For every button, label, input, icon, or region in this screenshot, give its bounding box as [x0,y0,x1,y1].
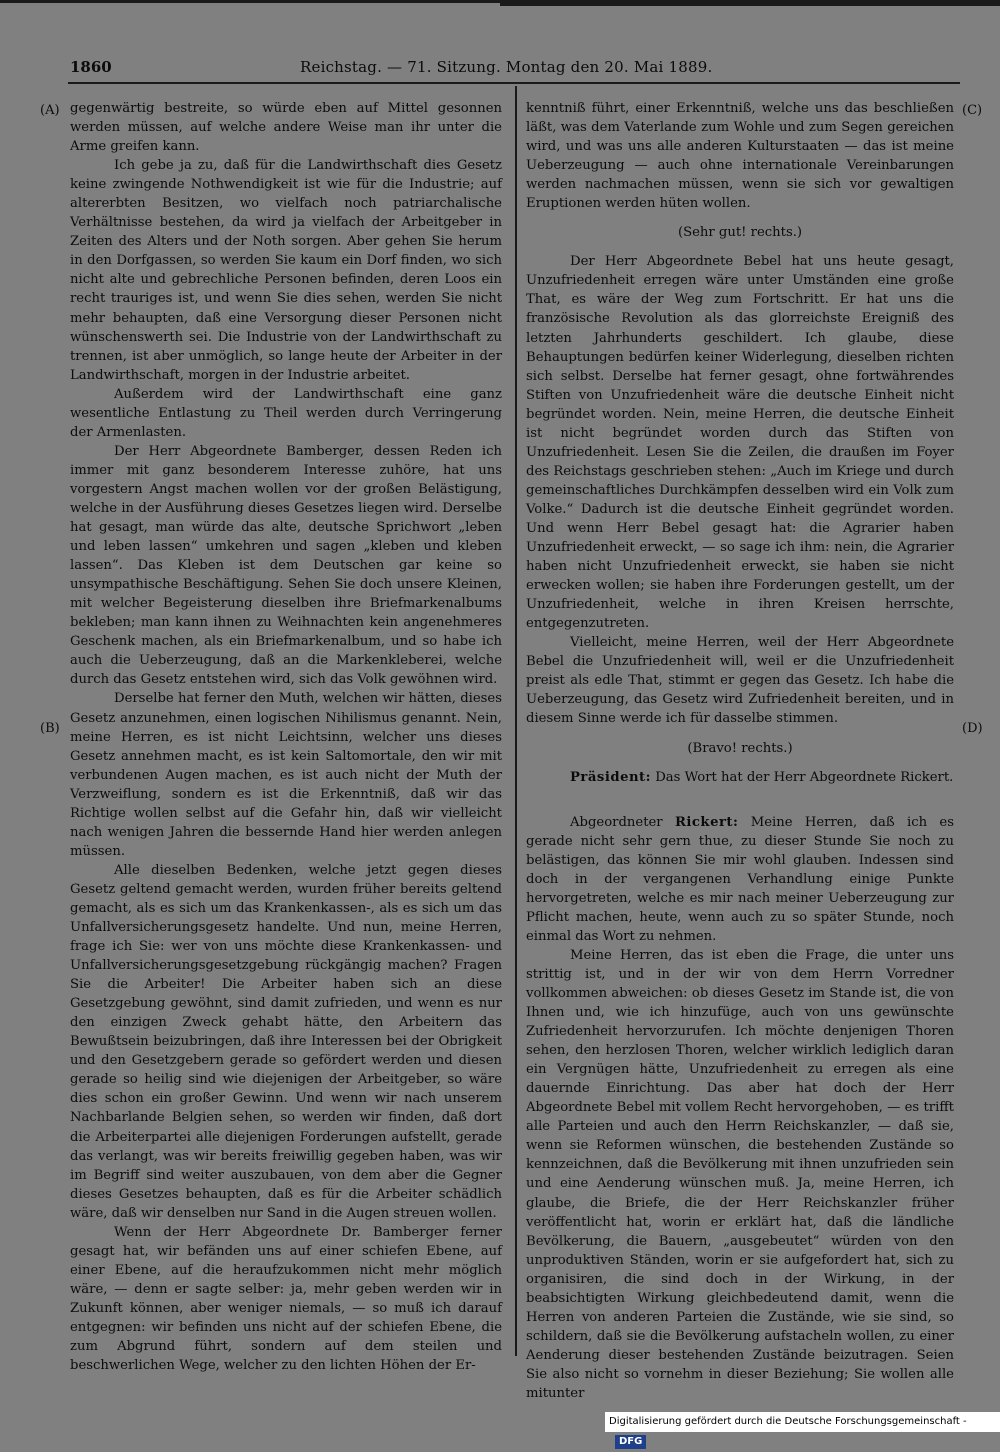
paragraph: Der Herr Abgeordnete Bamberger, dessen Reden ich immer mit ganz besonderem Interesse zuhöre, hat uns vorgestern Angst machen wollen vor der großen Belästigung, welche in der Ausführung dieses Gesetzes liegen wird. Derselbe hat gesagt, man würde das alte, deutsche Sprichwort „leben und leben lassen“ umkehren und sagen „kleben und kleben lassen“. Das Kleben ist dem Deutschen gar keine so unsympathische Beschäftigung. Sehen Sie doch unsere Kleinen, mit welcher Begeisterung dieselben ihre Briefmarkenalbums bekleben; man kann ihnen zu Weihnachten kein angenehmeres Geschenk machen, als ein Briefmarkenalbum, und so habe ich auch die Ueberzeugung, daß an die Markenkleberei, welche durch das Gesetz entstehen wird, sich das Volk gewöhnen wird. [70,443,502,688]
speaker-paragraph [526,813,954,946]
president-statement [526,768,954,787]
margin-marker-b: (B) [40,721,60,736]
paragraph: Außerdem wird der Landwirthschaft eine ganz wesentliche Entlastung zu Theil werden durch Verringerung der Armenlasten. [70,386,502,440]
paragraph: Wenn der Herr Abgeordnete Dr. Bamberger ferner gesagt hat, wir befänden uns auf einer schiefen Ebene, auf einer Ebene, auf die heraufzukommen nicht mehr möglich wäre, — denn er sagte selber: ja, mehr geben werden wir in Zukunft können, aber weniger niemals, — so muß ich darauf entgegnen: wir befinden uns nicht auf der schiefen Ebene, die zum Abgrund führt, sondern auf dem steilen und beschwerlichen Wege, welcher zu den lichten Höhen der Er- [70,1224,502,1374]
speaker-intro: Abgeordneter [570,814,663,830]
dfg-logo: DFG [615,1435,646,1449]
applause-note: (Sehr gut! rechts.) [677,225,803,241]
top-border-thick [500,0,1000,6]
paragraph: Alle dieselben Bedenken, welche jetzt gegen dieses Gesetz geltend gemacht werden, wurden früher bereits geltend gemacht, als es sich um das Krankenkassen-, als es sich um das Unfallversicherungsgesetz handelte. Und nun, meine Herren, frage ich Sie: wer von uns möchte diese Krankenkassen- und Unfallversicherungsgesetzgebung rückgängig machen? Fragen Sie die Arbeiter! Die Arbeiter haben sich an diese Gesetzgebung gewöhnt, sind damit zufrieden, und wenn es nur den einzigen Zweck gehabt hätte, den Arbeitern das Bewußtsein beizubringen, daß ihre Interessen bei der Obrigkeit und den Gesetzgebern gerade so gefördert werden und diesen gerade so heilig sind wie diejenigen der Arbeitgeber, so wäre dies schon ein großer Gewinn. Und wenn wir nach unserem Nachbarlande Belgien sehen, so werden wir finden, daß dort die Arbeiterpartei alle diejenigen Forderungen aufstellt, gerade das verlangt, was wir bereits freiwillig gegeben haben, was wir im Begriff sind weiter auszubauen, von dem aber die Gegner dieses Gesetzes behaupten, daß es für die Arbeiter schädlich wäre, daß wir denselben nur Sand in die Augen streuen wollen. [70,862,502,1221]
page-header [70,57,960,79]
president-text: Das Wort hat der Herr Abgeordnete Rickert. [655,769,954,785]
right-column [526,99,954,1403]
speaker-name: Rickert: [674,814,739,830]
margin-marker-a: (A) [40,103,60,118]
running-title: Reichstag. — 71. Sitzung. Montag den 20. Mai 1889. [300,58,713,76]
page-number: 1860 [70,58,112,76]
header-rule [68,82,960,84]
paragraph: kenntniß führt, einer Erkenntniß, welche uns das beschließen läßt, was dem Vaterlande zum Wohle und zum Segen gereichen wird, und was uns alle anderen Kulturstaaten — das ist meine Ueberzeugung — auch ohne internationale Vereinbarungen werden nachmachen müssen, wenn sie sich vor gewaltigen Eruptionen werden hüten wollen. [526,101,954,212]
paragraph: Der Herr Abgeordnete Bebel hat uns heute gesagt, Unzufriedenheit erregen wäre unter Umständen eine große That, es wäre der Weg zum Fortschritt. Er hat uns die französische Revolution als das glorreichste Ereigniß des letzten Jahrhunderts geschildert. Ich glaube, diese Behauptungen bedürfen keiner Widerlegung, dieselben richten sich selbst. Derselbe hat ferner gesagt, ohne fortwährendes Stiften von Unzufriedenheit wäre die deutsche Einheit nicht begründet worden. Nein, meine Herren, die deutsche Einheit ist nicht begründet worden durch das Stiften von Unzufriedenheit. Lesen Sie die Zeilen, die draußen im Foyer des Reichstags geschrieben stehen: „Auch im Kriege und durch gemeinschaftliches Durchkämpfen desselben wird ein Volk zum Volke.“ Dadurch ist die deutsche Einheit gegründet worden. Und wenn Herr Bebel gesagt hat: die Agrarier haben Unzufriedenheit erweckt, — so sage ich ihm: nein, die Agrarier haben nicht Unzufriedenheit erweckt, sie haben sie nicht erwecken wollen; sie haben ihre Forderungen gestellt, um der Unzufriedenheit, welche in ihren Kreisen herrschte, entgegenzutreten. [526,254,954,632]
digitization-footer [605,1412,1000,1447]
paragraph: gegenwärtig bestreite, so würde eben auf Mittel gesonnen werden müssen, auf welche andere Weise man ihr unter die Arme greifen kann. [70,101,502,155]
paragraph: Ich gebe ja zu, daß für die Landwirthschaft dies Gesetz keine zwingende Nothwendigkeit ist wie für die Industrie; auf altererbten Besitzen, wo vielfach noch patriarchalische Verhältnisse bestehen, da wird ja vielfach der Arbeitgeber in Zeiten des Alters und der Noth sorgen. Aber gehen Sie herum in den Dorfgassen, so werden Sie kaum ein Dorf finden, wo sich nicht alte und gebrechliche Personen befinden, deren Loos ein recht trauriges ist, und wenn Sie dies sehen, werden Sie nicht mehr behaupten, daß eine Versorgung dieser Personen nicht wünschenswerth sei. Die Industrie von der Landwirthschaft zu trennen, ist aber unmöglich, so lange heute der Arbeiter in der Landwirthschaft, morgen in der Industrie arbeitet. [70,158,502,383]
margin-marker-d: (D) [962,721,983,736]
margin-marker-c: (C) [962,103,983,118]
paragraph: Meine Herren, das ist eben die Frage, die unter uns strittig ist, und in der wir von dem Herrn Vorredner vollkommen abweichen: ob dieses Gesetz im Stande ist, die von Ihnen und, wie ich hinzufüge, auch von uns gewünschte Zufriedenheit hervorzurufen. Ich möchte denjenigen Thoren sehen, den herzlosen Thoren, welcher wirklich lediglich daran ein Vergnügen hätte, Unzufriedenheit zu erregen als eine dauernde Einrichtung. Das aber hat doch der Herr Abgeordnete Bebel mit vollem Recht hervorgehoben, — es trifft alle Parteien und auch den Herrn Reichskanzler, — daß sie, wenn sie Reformen wünschen, die bestehenden Zustände so kennzeichnen, daß die Bevölkerung mit ihnen unzufrieden sein und eine Aenderung wünschen muß. Ja, meine Herren, ich glaube, die Briefe, die der Herr Reichskanzler früher veröffentlicht hat, worin er erklärt hat, daß die ländliche Bevölkerung, die Bauern, „ausgebeutet“ würden von den unproduktiven Ständen, worin er sie aufgefordert hat, sich zu organisiren, die sind doch in der Wirkung, in der beabsichtigten Wirkung gleichbedeutend damit, wenn die Herren von anderen Parteien die Zustände, wie sie sind, so schildern, daß sie die Bevölkerung aufstacheln wollen, zu einer Aenderung dieser bestehenden Zustände beizutragen. Seien Sie also nicht so vornehm in dieser Beziehung; Sie wollen alle mitunter [526,947,954,1401]
left-column [70,99,502,1375]
president-label: Präsident: [570,769,652,785]
footer-text: Digitalisierung gefördert durch die Deutsche Forschungsgemeinschaft - [609,1416,967,1427]
applause-note: (Bravo! rechts.) [687,740,793,756]
column-divider [515,86,517,1356]
speaker-text: Meine Herren, daß ich es gerade nicht sehr gern thue, zu dieser Stunde Sie noch zu belästigen, das können Sie mir wohl glauben. Indessen sind doch in der vergangenen Verhandlung einige Punkte hervorgetreten, welche es mir nach meiner Ueberzeugung zur Pflicht machen, heute, wenn auch zu so später Stunde, noch einmal das Wort zu nehmen. [526,814,954,944]
paragraph: Derselbe hat ferner den Muth, welchen wir hätten, dieses Gesetz anzunehmen, einen logischen Nihilismus genannt. Nein, meine Herren, es ist nicht Leichtsinn, welcher uns dieses Gesetz annehmen macht, es ist kein Saltomortale, den wir mit verbundenen Augen machen, es ist auch nicht der Muth der Verzweiflung, sondern es ist die Erkenntniß, daß wir das Richtige wollen selbst auf die Gefahr hin, daß wir vielleicht nach wenigen Jahren die bessernde Hand hier werden anlegen müssen. [70,691,502,859]
paragraph: Vielleicht, meine Herren, weil der Herr Abgeordnete Bebel die Unzufriedenheit will, weil er die Unzufriedenheit preist als edle That, stimmt er gegen das Gesetz. Ich habe die Ueberzeugung, das Gesetz wird Zufriedenheit bereiten, und in diesem Sinne werde ich für dasselbe stimmen. [526,635,954,727]
